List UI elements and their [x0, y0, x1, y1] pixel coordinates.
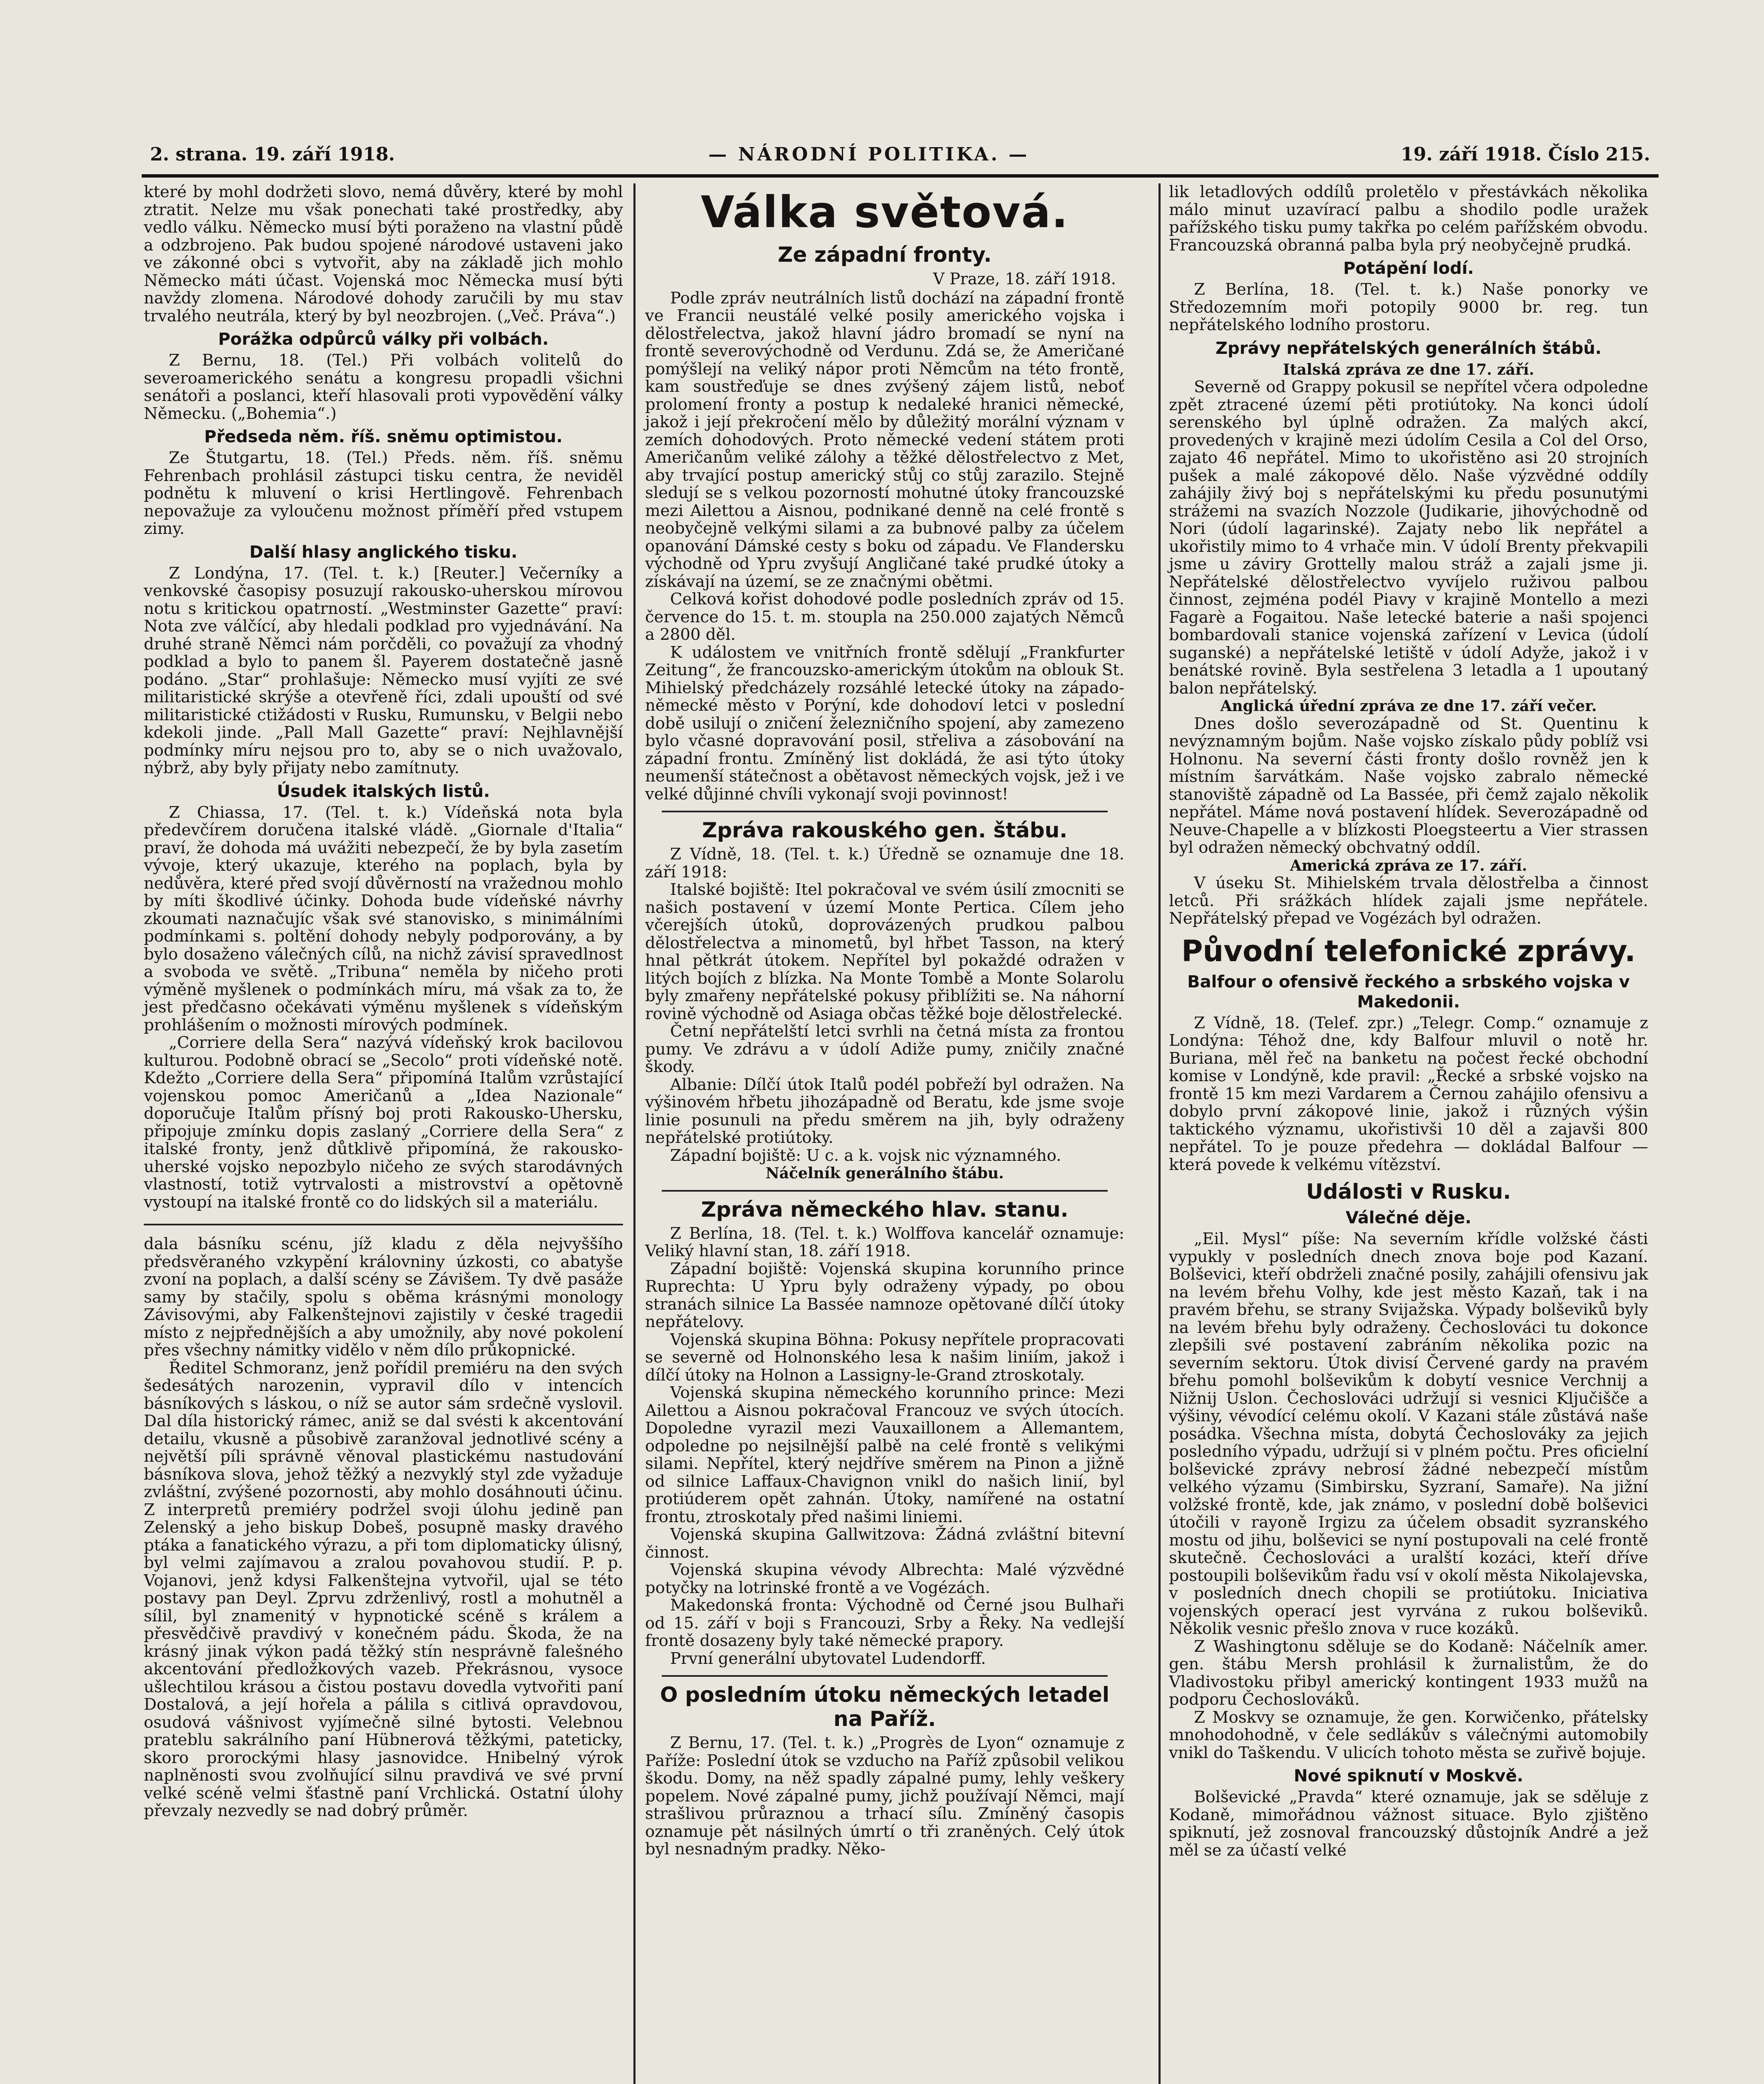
paragraph: Ze Štutgartu, 18. (Tel.) Předs. něm. říš. sněmu Fehrenbach prohlásil zástupci tisku centra, že neviděl podnětu k mluvení o krisi Hertlingově. Fehrenbach nepovažuje za vyloučenu možnost příměří před vstupem zimy.	[144, 448, 623, 538]
paragraph: Z Moskvy se oznamuje, že gen. Korwičenko, přátelsky mnohodohodně, v čele sedlákův s válečnými automobily vnikl do Taškendu. V ulicích tohoto města se zuřivě bojuje.	[1169, 1708, 1648, 1762]
article-heading: Zpráva německého hlav. stanu.	[701, 1197, 1068, 1222]
article-heading: Zprávy nepřátelských generálních štábů.	[1215, 338, 1602, 358]
paragraph: K událostem ve vnitřních frontě sdělují „Frankfurter Zeitung“, že francouzsko-americkým útokům na oblouk St. Mihielský předcházely rozsáhlé letecké útoky na západo-německé město v Porýní, kde dohodoví letci v poslední době usilují o zničení železničního spojení, aby zamezeno bylo včasné dopravování posil, střeliva a zásobování na západní frontu. Zmíněný list dokládá, že asi týto útoky neumenší státečnost a obětavost německých vojsk, jež i ve velké důjinné chvíli vykonají svoji povinnost!	[645, 643, 1124, 804]
paragraph: Z Vídně, 18. (Telef. zpr.) „Telegr. Comp.“ oznamuje z Londýna: Téhož dne, kdy Balfour mluvil o notě hr. Buriana, měl řeč na banketu na počest řecké obchodní komise v Londýně, kde pravil: „Řecké a srbské vojsko na frontě 15 km mezi Vardarem a Černou zahájilo ofensivu a dobylo první zákopové linie, jakož i různých výšin taktického významu, ukořistivši 10 děl a zajavši 800 nepřátel. To je pouze předehra — dokládal Balfour — která povede k velkému vítězství.	[1169, 1013, 1648, 1174]
paragraph: Makedonská fronta: Východně od Černé jsou Bulhaři od 15. září v boji s Francouzi, Srby a Řeky. Na vedlejší frontě dosazeny byly také německé prapory.	[645, 1596, 1124, 1650]
paragraph: Západní bojiště: Vojenská skupina korunního prince Ruprechta: U Ypru byly odraženy výpady, po obou stranách silnice La Bassée namnoze opětované dílčí útoky nepřátelovy.	[645, 1259, 1124, 1331]
header-rule	[142, 174, 1659, 178]
article-heading: Ze západní fronty.	[778, 243, 992, 267]
article-heading: Nové spiknutí v Moskvě.	[1294, 1766, 1524, 1786]
article-heading: Balfour o ofensivě řeckého a srbského vojska v Makedonii.	[1187, 972, 1630, 1012]
column-divider-1	[633, 183, 636, 2084]
paragraph: dala básníku scénu, jíž kladu z děla nejvyššího předsvěraného vzkypění královniny úzkosti, co abatyše zvoní na poplach, a další scény se Závišem. Ty dvě pasáže samy by stačily, spolu s oběma krásnými monology Závisovými, aby Falkenštejnovi zajistily v české tragedii místo z nejpřednějších a aby umožnily, aby nové pokolení přes všechny námitky vidělo v něm dílo průkopnické.	[144, 1235, 623, 1360]
feuilleton-rule	[144, 1224, 623, 1225]
column-1	[144, 183, 623, 1820]
section-rule	[662, 1675, 1108, 1677]
page-header	[150, 144, 1650, 169]
subheading: Válečné děje.	[1346, 1208, 1471, 1227]
paragraph: Z Berlína, 18. (Tel. t. k.) Naše ponorky ve Středozemním moři potopily 9000 br. reg. tun nepřátelského lodního prostoru.	[1169, 280, 1648, 334]
paragraph: „Eil. Mysl“ píše: Na severním křídle volžské části vypukly v posledních dnech znova boje pod Kazaní. Bolševici, kteří obdrželi značné posily, zahájili ofensivu jak na levém břehu Volhy, kde jest město Kazaň, tak i na pravém břehu, se strany Svijažska. Výpady bolševiků byly na levém břehu byly odraženy. Čechoslováci tu dokonce zlepšili své postavení zabráním několika pozic na severním sektoru. Útok divisí Červené gardy na pravém břehu pomohl bolševikům k dobytí vesnice Verchnij a Nižnij Uslon. Čechoslováci udržují si vesnici Ključišče a výšiny, vévodící celému okolí. V Kazani stále zůstává naše posádka. Všechna místa, dobytá Čechoslováky za jejich posledního výpadu, udržují si v plném počtu. Pres oficielní bolševické zprávy nebrosí žádné nebezpečí místům velkého výzamu (Simbirsku, Syzraní, Samaře). Na jižní volžské frontě, kde, jak známo, v poslední době bolševici útočili v rayoně Irgizu za účelem obsadit syzranského mostu od jihu, bolševici se nyní postupovali na celé frontě skutečně. Čechoslováci a uralští kozáci, kteří dříve postoupili bolševikům řadu vsí v okolí města Nikolajevska, v posledních dnech chopili se protiútoku. Iniciativa vojenských operací jest vyrvána z rukou bolševiků. Několik vesnic přešlo znova v ruce kozáků.	[1169, 1230, 1648, 1638]
paragraph: Vojenská skupina německého korunního prince: Mezi Ailettou a Aisnou pokračoval Francouz ve svých útocích. Dopoledne vyrazil mezi Vauxaillonem a Allemantem, odpoledne po nejsilnější palbě na celé frontě s velikými silami. Nepřítel, který nejdříve směrem na Pinon a jižně od silnice Laffaux-Chavignon vnikl do našich linií, byl protiúderem opět zahnán. Útoky, namířené na ostatní frontu, ztroskotaly před našimi liniemi.	[645, 1383, 1124, 1526]
paragraph: Severně od Grappy pokusil se nepřítel včera odpoledne zpět ztracené území pěti protiútoky. Na konci údolí serenského byl úplně odražen. Za malých akcí, provedených v krajině mezi údolím Cesila a Col del Orso, zajato 46 nepřátel. Mimo to ukořistěno asi 20 strojních pušek a malé zákopové dělo. Naše výzvědné oddíly zahájily živý boj s nepřátelskými ku předu posunutými strážemi na svazích Nozzole (Judikarie, jihovýchodně od Nori (údolí lagarinské). Zajaty nebo lik nepřátel a ukořistily mimo to 4 vrhače min. V údolí Brenty překvapili jsme u záviry Grottelly malou stráž a zajali jsme ji. Nepřátelské dělostřelectvo vyvíjelo ruživou palbou činnost, zejména podél Piavy v krajině Montello a mezi Fagarè a Fogaitou. Naše letecké baterie a naši spojenci bombardovali stanice vojenská zařízení v Levica (údolí suganské) a nepřátelské letiště v údolí Adyže, jakož i v benátské rovině. Byla sestřelena 3 letadla a 1 upoutaný balon nepřátelský.	[1169, 378, 1648, 698]
article-heading: Události v Rusku.	[1306, 1180, 1511, 1204]
paragraph: Z Chiassa, 17. (Tel. t. k.) Vídeňská nota byla předevčírem doručena italské vládě. „Giornale d'Italia“ praví, že dohoda má uvážiti nebezpečí, že by byla zasetím vývoje, který ukazuje, kterého na poplach, byla by nedůvěra, které před svojí důvěrností na vražednou mohlo by míti škodlivé účinky. Dohoda bude vídeňské návrhy zkoumati naznačujíc však své stanovisko, s minimálními podmínkami s. poltění dohody nebyly podporovány, a by bylo dosaženo válečných cílů, na nichž závisí spravedlnost a svoboda ve světě. „Tribuna“ neměla by ničeho proti výměně myšlenek o podmínkách míru, má však za to, že jest předčasno očekávati výměnu myšlenek s vídeňským prohlášením o možnosti mírových podmínek.	[144, 803, 623, 1034]
paragraph: Z Berlína, 18. (Tel. t. k.) Wolffova kancelář oznamuje: Veliký hlavní stan, 18. září 1918.	[645, 1224, 1124, 1260]
paragraph: Západní bojiště: U c. a k. vojsk nic významného.	[670, 1146, 1061, 1165]
section-title: Původní telefonické zprávy.	[1181, 934, 1636, 968]
paragraph: Z Bernu, 18. (Tel.) Při volbách volitelů do severoamerického senátu a kongresu propadli všichni senátoři a poslanci, kteří hlasovali proti vypovědění války Německu. („Bohemia“.)	[144, 351, 623, 423]
paragraph: Podle zpráv neutrálních listů dochází na západní frontě ve Francii neustálé velké posily amerického vojska i dělostřelectva, jakož hlavní jádro bromadí se nyní na frontě severovýchodně od Verdunu. Zdá se, že Američané pomýšlejí na veliký nápor proti Němcům na této frontě, kam soustřeďuje se dnes zvýšený zájem listů, neboť prolomení fronty a postup k nedaleké hranici německé, jakož i její překročení mělo by důležitý morální význam v zemích dohodových. Proto německé vedení státem proti Američanům veliké zálohy a těžké dělostřelectvo z Met, aby trvající postup americký stůj co stůj zarazilo. Stejně sledují se s velkou pozorností mohutné útoky francouzské mezi Ailettou a Aisnou, podnikané denně na celé frontě s neobyčejně velkými silami a za bubnové palby za účelem opanování Dámské cesty s boku od západu. Ve Flandersku východně od Ypru zvyšují Angličané také prudké útoky a získávají na území, se ze značnými obětmi.	[645, 288, 1124, 591]
paragraph: Celková kořist dohodové podle posledních zpráv od 15. července do 15. t. m. stoupla na 250.000 zajatých Němců a 2800 děl.	[645, 590, 1124, 644]
paragraph: Ředitel Schmoranz, jenž pořídil premiéru na den svých šedesátých narozenin, vypravil dílo v intencích básníkových s láskou, o níž se autor sám srdečně vyslovil. Dal díla historický rámec, aniž se dal svésti k akcentování detailu, vkusně a působivě zaranžoval jednotlivé scény a největší píli správně věnoval plastickému nastudování básníkova slova, jehož těžký a nezvyklý styl zde vyžaduje zvláštní, zvýšené pozornosti, aby mohlo dosáhnouti účinu. Z interpretů premiéry podržel svoji úlohu jedině pan Zelenský a jeho biskup Dobeš, posupně masky dravého ptáka a fanatického výrazu, a při tom diplomaticky úlisný, byl velmi zajímavou a zralou povahovou studií. P. p. Vojanovi, jenž kdysi Falkenštejna vytvořil, ujal se této postavy pan Deyl. Zprvu zdrženlivý, rostl a mohutněl a sílil, byl znamenitý v hypnotické scéně s králem a přesvědčivě pravdivý v konečném pádu. Škoda, že na krásný jinak výkon padá těžký stín nesprávně falešného akcentování předložkových vazeb. Překrásnou, vysoce ušlechtilou krásou a čistou postavu dovedla vytvořiti paní Dostalová, a její hořela a pálila s citlivá opravdovou, osudová vášnivost vyjímečně silné bytosti. Velebnou prateblu sakrálního paní Hübnerová těžkými, pateticky, skoro prorockými hlasy jasnovidce. Hnibelný výrok naplněnosti svou zvolňující silnu pravdivá ve své první velké scéně velmi šťastně paní Vrchlická. Ostatní úlohy převzaly nezvedly se nad dobrý průměr.	[144, 1358, 623, 1820]
section-rule	[662, 811, 1108, 812]
article-heading: Předseda něm. říš. sněmu optimistou.	[204, 427, 563, 446]
subheading: Italská zpráva ze dne 17. září.	[1283, 361, 1534, 378]
paragraph: „Corriere della Sera“ nazývá vídeňský krok bacilovou kulturou. Podobně obrací se „Secolo“ proti vídeňské notě. Kdežto „Corriere della Sera“ připomíná Italům vzrůstající vojenskou pomoc Američanů a „Idea Nazionale“ doporučuje Italům přísný boj proti Rakousko-Uhersku, připojuje zmínku dopis zaslaný „Corriere della Sera“ z italské fronty, jenž důtklivě připomíná, že rakousko-uherské vojsko nepozbylo ničeho ze svých starodávných vlastností, totiž vytrvalosti a mistrovství a opětovně vystoupí na italské frontě co do lidských sil a materiálu.	[144, 1033, 623, 1212]
paragraph: Dnes došlo severozápadně od St. Quentinu k nevýznamným bojům. Naše vojsko získalo půdy poblíž vsi Holnonu. Na severní části fronty došlo rovněž jen k místním šarvátkám. Naše vojsko zabralo německé stanoviště západně od La Bassée, při čemž zajalo několik nepřátel. Máme nová postavení hlídek. Severozápadně od Neuve-Chapelle a v blízkosti Ploegsteertu a Vier strassen byl odražen německý obchvatný oddíl.	[1169, 714, 1648, 857]
subheading: Americká zpráva ze 17. září.	[1290, 857, 1527, 874]
dateline: V Praze, 18. září 1918.	[933, 270, 1116, 288]
paragraph: Albanie: Dílčí útok Italů podél pobřeží byl odražen. Na výšinovém hřbetu jihozápadně od Beratu, kde jsme svoje linie posunuli na předu směrem na jih, byly odraženy nepřátelské protiútoky.	[645, 1075, 1124, 1147]
paragraph: které by mohl dodržeti slovo, nemá důvěry, které by mohl ztratit. Nelze mu však ponechati také prostředky, aby vedlo válku. Německo musí býti poraženo na vlastní půdě a odzbrojeno. Pak budou spojené národové ustaveni jako ve zákonné obci s vytvořit, aby na základě jich mohlo Německo máti účast. Vojenská moc Německa musí býti navždy zlomena. Národové dohody zaručili by mu stav trvalého neutrála, který by byl neozbrojen. („Več. Práva“.)	[144, 183, 623, 326]
paragraph: Bolševické „Pravda“ které oznamuje, jak se sděluje z Kodaně, mimořádnou vážnost situace. Bylo zjištěno spiknutí, jež zosnoval francouzský důstojník André a jež měl se za účastí velké	[1169, 1788, 1648, 1860]
article-heading: Další hlasy anglického tisku.	[249, 542, 518, 562]
article-heading: Úsudek italských listů.	[277, 782, 490, 801]
section-rule	[662, 1190, 1108, 1192]
header-right: 19. září 1918. Číslo 215.	[1401, 144, 1650, 165]
article-heading: Porážka odpůrců války při volbách.	[218, 330, 549, 349]
header-masthead: — NÁRODNÍ POLITIKA. —	[708, 144, 1030, 165]
header-left: 2. strana. 19. září 1918.	[150, 144, 395, 165]
paragraph: Z Londýna, 17. (Tel. t. k.) [Reuter.] Večerníky a venkovské časopisy posuzují rakousko-uherskou mírovou notu s kritickou opatrností. „Westminster Gazette“ praví: Nota zve válčící, aby hledali podklad pro vyjednávání. Na druhé straně Němci nám porčděli, co považují za vhodný podklad a bylo to panem šl. Payerem dostatečně jasně podáno. „Star“ prohlašuje: Německo musí vyjíti ze své militaristické skrýše a otevřeně říci, zdali upouští od své militaristické ctižádosti v Rusku, Rumunsku, v Belgii nebo kdekoli jinde. „Pall Mall Gazette“ praví: Nejhlavnější podmínky míru nejsou pro to, aby se o nich uvažovalo, nýbrž, aby byly přijaty nebo zamítnuty.	[144, 564, 623, 777]
article-heading: O posledním útoku německých letadel na Paříž.	[660, 1683, 1110, 1731]
paragraph: Z Vídně, 18. (Tel. t. k.) Úředně se oznamuje dne 18. září 1918:	[645, 845, 1124, 882]
section-title: Válka světová.	[701, 187, 1069, 238]
paragraph: Četní nepřátelští letci svrhli na četná místa za frontou pumy. Ve zdrávu a v údolí Adiže pumy, zničily značné škody.	[645, 1022, 1124, 1076]
paragraph: Italské bojiště: Itel pokračoval ve svém úsilí zmocniti se našich postavení v území Monte Pertica. Cílem jeho včerejších útoků, doprovázených prudkou palbou dělostřelectva a minometů, byl hřbet Tasson, na který hnal pětkrát útokem. Nepřítel byl pokaždé odražen v litých bojích z blízka. Na Monte Tombě a Monte Solarolu byly zmařeny nepřátelské pokusy přiblížiti se. Na náhorní rovině východně od Asiaga občas těžké boje dělostřelecké.	[645, 880, 1124, 1023]
article-heading: Zpráva rakouského gen. štábu.	[702, 818, 1068, 842]
article-heading: Potápění lodí.	[1343, 259, 1474, 278]
signature: Náčelník generálního štábu.	[766, 1165, 1004, 1182]
paragraph: Z Washingtonu sděluje se do Kodaně: Náčelník amer. gen. štábu Mersh prohlásil k žurnalistům, že do Vladivostoku přibyl americký kontingent 1933 mužů na podporu Čechoslováků.	[1169, 1637, 1648, 1709]
column-3	[1169, 183, 1648, 1859]
paragraph: Vojenská skupina vévody Albrechta: Malé výzvědné potyčky na lotrinské frontě a ve Vogézách.	[645, 1560, 1124, 1597]
column-divider-2	[1158, 183, 1161, 2084]
paragraph: V úseku St. Mihielském trvala dělostřelba a činnost letců. Při srážkách hlídek zajali jsme nepřátele. Nepřátelský přepad ve Vogézách byl odražen.	[1169, 874, 1648, 928]
paragraph: Vojenská skupina Böhna: Pokusy nepřítele propracovati se severně od Holnonského lesa k našim liniím, jakož i dílčí útoky na Holnon a Lassigny-le-Grand ztroskotaly.	[645, 1330, 1124, 1385]
paragraph: lik letadlových oddílů proletělo v přestávkách několika málo minut uzavírací palbu a shodilo podle uražek pařížského tisku pumy takřka po celém pařížském obvodu. Francouzská obranná palba byla prý neobyčejně prudká.	[1169, 183, 1648, 255]
paragraph: Z Bernu, 17. (Tel. t. k.) „Progrès de Lyon“ oznamuje z Paříže: Poslední útok se vzducho na Paříž způsobil velikou škodu. Domy, na něž spadly zápalné pumy, lehly veškery popelem. Nové zápalné pumy, jichž používají Němci, mají strašlivou průraznou a trhací sílu. Zmíněný časopis oznamuje pět násilných úmrtí o tři zraněných. Celý útok byl nesnadným pradky. Něko-	[645, 1733, 1124, 1859]
paragraph: První generální ubytovatel Ludendorff.	[670, 1649, 986, 1668]
paragraph: Vojenská skupina Gallwitzova: Žádná zvláštní bitevní činnost.	[645, 1525, 1124, 1562]
column-2	[645, 183, 1124, 1859]
subheading: Anglická úřední zpráva ze dne 17. září večer.	[1220, 697, 1597, 715]
